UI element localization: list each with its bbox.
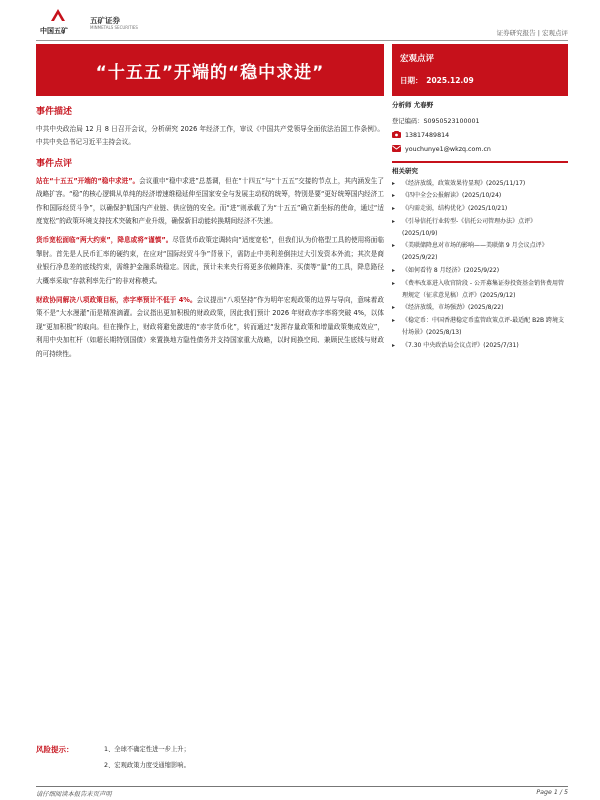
event-review-heading: 事件点评	[36, 158, 73, 169]
event-description-heading: 事件描述	[36, 107, 73, 117]
risk-item-1: 1、全球不确定性进一步上升；	[104, 746, 190, 753]
related-item[interactable]: ▸ 《内需走弱，结构优化》(2025/10/21)	[392, 203, 568, 215]
analyst-phone-row	[392, 129, 568, 143]
risk-label: 风险提示：	[36, 745, 74, 754]
related-item[interactable]: ▸ 《如何看待 8 月经济》(2025/9/22)	[392, 265, 568, 277]
related-item[interactable]: ▸ 《经济放缓，市场强劲》(2025/8/22)	[392, 302, 568, 314]
related-research-heading: 相关研究	[392, 166, 418, 175]
risk-item-2: 2、宏观政策力度受通缩影响。	[104, 762, 190, 769]
related-item[interactable]: ▸ 《四中全会公报解读》(2025/10/24)	[392, 190, 568, 202]
header-divider	[36, 40, 568, 41]
analyst-reg-no: 登记编码：S0950523100001	[392, 118, 480, 125]
event-description-body: 中共中央政治局 12 月 8 日召开会议，分析研究 2026 年经济工作，审议《中国共产党领导全面依法治国工作条例》。中共中央总书记习近平主持会议。	[36, 125, 384, 147]
review-paragraph-3	[36, 294, 384, 361]
analyst-title: 分析师 尤春野	[392, 101, 434, 109]
logo-securities-en: MINMETALS SECURITIES	[90, 25, 138, 30]
review-paragraph-1-highlight: 站在“十五五”开端的“稳中求进”。	[36, 176, 140, 185]
review-paragraph-1-body: 会议重申“稳中求进”总基调，但在“十四五”与“十五五”交接的节点上，其内涵发生了战略扩容。“稳”的核心逻辑从单纯的经济增速维稳延伸至国家安全与发展主动权的统筹，特别是要“更好统筹国内经济工作和国际经贸斗争”，以确保护航国内产业链、供应链的安全。而“进”则承载了为“十五五”确立新坐标的使命，通过“适度宽松”的政策环境支持技术突破和产业升级，确保新旧动能转换期间经济不失速。	[36, 176, 384, 226]
minmetals-logo-icon	[50, 8, 66, 22]
page-number: Page 1 / 5	[536, 789, 568, 796]
title-banner	[36, 44, 384, 96]
review-paragraph-3-highlight: 财政协同解决八项政策目标，赤字率预计不低于 4%。	[36, 296, 197, 305]
report-title: “十五五”开端的“稳中求进”	[95, 63, 325, 83]
footer-disclaimer: 请仔细阅读本报告末页声明	[36, 791, 112, 798]
related-item[interactable]: ▸ 《费率改革进入收官阶段 - 公开募集证券投资基金销售费用管理规定（征求意见稿）点评》(2025/9/12)	[392, 278, 568, 302]
info-banner	[392, 44, 568, 96]
review-paragraph-2-body: 尽管货币政策定调转向“适度宽松”，但我们认为价格型工具的使用将面临掣肘。首先是人民币汇率的硬约束，在应对“国际经贸斗争”背景下，需防止中美利差倒挂过大引发资本外流；其次是商业银行净息差的底线约束，需维护金融系统稳定。因此，预计未来央行将更多依赖降准、买债等“量”的工具，降息路径大概率采取“存款利率先行”的非对称模式。	[36, 236, 384, 285]
analyst-email[interactable]: youchunye1@wkzq.com.cn	[405, 146, 491, 153]
main-content	[36, 104, 384, 367]
logo-company-name: 中国五矿	[40, 27, 68, 35]
related-item[interactable]: ▸ 《经济放缓，政策效果待显现》(2025/11/17)	[392, 178, 568, 190]
sidebar	[392, 100, 568, 353]
report-category: 证券研究报告 | 宏观点评	[496, 29, 568, 37]
related-item[interactable]: ▸ 《7.30 中央政治局会议点评》(2025/7/31)	[392, 340, 568, 352]
related-item[interactable]: ▸ 《稳定币：中国香港稳定币监管政策点评-最适配 B2B 跨境支付场景》(2025/8/13)	[392, 315, 568, 339]
footer-divider	[36, 786, 568, 787]
review-paragraph-2-highlight: 货币宽松面临“两大约束”，降息或将“谨慎”。	[36, 236, 173, 245]
phone-icon	[392, 131, 401, 138]
report-type: 宏观点评	[400, 54, 435, 64]
review-paragraph-3-body: 会议提出“八项坚持”作为明年宏观政策的边界与导向，意味着政策不是“大水漫灌”而是精准滴灌。会议指出更加积极的财政政策，因此我们预计 2026 年财政赤字率将突破 4%，以体现“更加积极”的取向。但在操作上，财政将避免激进的“赤字货币化”，转而通过“发挥存量政策和增量政策集成效应”，利用中央加杠杆（如超长期特别国债）来置换地方隐性债务并支持国家重大战略，以时间换空间、兼顾民生底线与财政的可持续性。	[36, 296, 384, 358]
related-research-list	[392, 178, 568, 352]
related-item[interactable]: ▸ 《美联储降息对市场的影响——美联储 9 月会议点评》(2025/9/22)	[392, 240, 568, 264]
logo-securities-name: 五矿证券	[90, 16, 120, 25]
review-paragraph-2	[36, 234, 384, 288]
related-item[interactable]: ▸ 《引导信托行业转型-《信托公司管理办法》点评》(2025/10/9)	[392, 216, 568, 240]
company-logo	[36, 6, 146, 40]
email-icon	[392, 145, 401, 152]
analyst-email-row	[392, 143, 568, 157]
report-date: 日期： 2025.12.09	[400, 76, 474, 85]
analyst-phone: 13817489814	[405, 132, 450, 139]
review-paragraph-1	[36, 175, 384, 229]
sidebar-divider	[392, 161, 568, 163]
